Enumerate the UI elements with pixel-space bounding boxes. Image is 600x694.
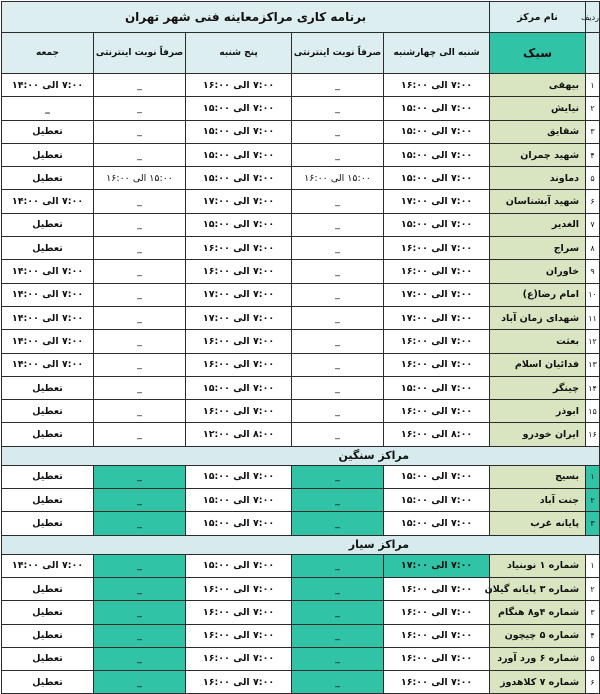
center-name: جنت آباد [490, 489, 586, 512]
row-index: ۱ [586, 554, 600, 577]
online-only-2: _ [94, 601, 186, 624]
hours-sat-wed: ۷:۰۰ الی ۱۵:۰۰ [384, 97, 490, 120]
table-row [2, 120, 600, 143]
online-only-1: _ [292, 601, 384, 624]
row-index: ۱۴ [586, 376, 600, 399]
hours-friday: ۷:۰۰ الی ۱۴:۰۰ [2, 306, 94, 329]
table-row [2, 601, 600, 624]
center-name: دماوند [490, 167, 586, 190]
online-only-1: _ [292, 190, 384, 213]
hours-thursday: ۷:۰۰ الی ۱۷:۰۰ [186, 283, 292, 306]
row-index: ۶ [586, 190, 600, 213]
center-name-label: نام مرکز [490, 2, 586, 33]
row-index: ۱۶ [586, 423, 600, 446]
online-only-1: _ [292, 97, 384, 120]
hours-friday: ۷:۰۰ الی ۱۴:۰۰ [2, 554, 94, 577]
center-name: بعثت [490, 330, 586, 353]
center-name: شماره ۷ کلاهدوز [490, 671, 586, 694]
online-only-2: _ [94, 97, 186, 120]
table-row [2, 423, 600, 446]
hours-friday: تعطیل [2, 376, 94, 399]
center-name: ابوذر [490, 400, 586, 423]
hours-thursday: ۷:۰۰ الی ۱۵:۰۰ [186, 554, 292, 577]
hours-sat-wed: ۷:۰۰ الی ۱۶:۰۰ [384, 400, 490, 423]
hours-thursday: ۷:۰۰ الی ۱۶:۰۰ [186, 330, 292, 353]
online-only-2: _ [94, 577, 186, 600]
row-index: ۲ [586, 577, 600, 600]
hours-sat-wed: ۷:۰۰ الی ۱۵:۰۰ [384, 489, 490, 512]
table-row [2, 330, 600, 353]
hours-thursday: ۷:۰۰ الی ۱۶:۰۰ [186, 647, 292, 670]
online-only-1: _ [292, 577, 384, 600]
hours-sat-wed: ۸:۰۰ الی ۱۶:۰۰ [384, 423, 490, 446]
section-mobile [2, 535, 600, 554]
table-row [2, 512, 600, 535]
table-row [2, 671, 600, 694]
online-only-2: _ [94, 353, 186, 376]
center-name: الغدیر [490, 213, 586, 236]
hours-thursday: ۷:۰۰ الی ۱۶:۰۰ [186, 74, 292, 97]
table-row [2, 283, 600, 306]
online-only-1: _ [292, 423, 384, 446]
hours-friday: تعطیل [2, 671, 94, 694]
table-row [2, 306, 600, 329]
center-name: امام رضا(ع) [490, 283, 586, 306]
hours-thursday: ۷:۰۰ الی ۱۵:۰۰ [186, 465, 292, 488]
hours-friday: ۷:۰۰ الی ۱۴:۰۰ [2, 74, 94, 97]
online-only-2: ۱۵:۰۰ الی ۱۶:۰۰ [94, 167, 186, 190]
hours-thursday: ۷:۰۰ الی ۱۶:۰۰ [186, 601, 292, 624]
online-only-2: _ [94, 143, 186, 166]
index-header-blank [586, 33, 600, 74]
row-index: ۳ [586, 512, 600, 535]
row-index: ۱۱ [586, 306, 600, 329]
row-index: ۱۲ [586, 330, 600, 353]
online-only-2: _ [94, 489, 186, 512]
table-row [2, 167, 600, 190]
hours-friday: _ [2, 97, 94, 120]
hours-thursday: ۷:۰۰ الی ۱۵:۰۰ [186, 120, 292, 143]
row-index: ۵ [586, 167, 600, 190]
online-only-2: _ [94, 330, 186, 353]
row-index: ۳ [586, 120, 600, 143]
row-index: ۱ [586, 74, 600, 97]
online-only-2: _ [94, 376, 186, 399]
hours-thursday: ۷:۰۰ الی ۱۶:۰۰ [186, 671, 292, 694]
hours-sat-wed: ۷:۰۰ الی ۱۵:۰۰ [384, 213, 490, 236]
online-only-2: _ [94, 283, 186, 306]
online-only-1: _ [292, 624, 384, 647]
online-only-1: _ [292, 213, 384, 236]
title-row [2, 2, 600, 33]
hours-sat-wed: ۷:۰۰ الی ۱۵:۰۰ [384, 143, 490, 166]
center-name: شهید چمران [490, 143, 586, 166]
table-row [2, 97, 600, 120]
row-index: ۳ [586, 601, 600, 624]
online-only-1: _ [292, 306, 384, 329]
hours-thursday: ۷:۰۰ الی ۱۶:۰۰ [186, 577, 292, 600]
online-only-2: _ [94, 465, 186, 488]
online-only-2: _ [94, 306, 186, 329]
hours-friday: تعطیل [2, 237, 94, 260]
table-row [2, 237, 600, 260]
hours-thursday: ۷:۰۰ الی ۱۵:۰۰ [186, 512, 292, 535]
hours-sat-wed: ۷:۰۰ الی ۱۶:۰۰ [384, 237, 490, 260]
hours-thursday: ۷:۰۰ الی ۱۵:۰۰ [186, 143, 292, 166]
online-only-1: _ [292, 260, 384, 283]
hours-friday: تعطیل [2, 465, 94, 488]
center-name: چینگر [490, 376, 586, 399]
table-row [2, 400, 600, 423]
online-only-2: _ [94, 554, 186, 577]
hours-sat-wed: ۷:۰۰ الی ۱۶:۰۰ [384, 601, 490, 624]
hours-friday: ۷:۰۰ الی ۱۴:۰۰ [2, 330, 94, 353]
table-row [2, 577, 600, 600]
row-index: ۵ [586, 647, 600, 670]
table-row [2, 376, 600, 399]
center-name: پایانه غرب [490, 512, 586, 535]
hours-friday: تعطیل [2, 647, 94, 670]
hours-thursday: ۷:۰۰ الی ۱۵:۰۰ [186, 167, 292, 190]
row-index: ۱۵ [586, 400, 600, 423]
row-index: ۱۰ [586, 283, 600, 306]
row-index: ۲ [586, 97, 600, 120]
table-row [2, 489, 600, 512]
hours-thursday: ۷:۰۰ الی ۱۷:۰۰ [186, 190, 292, 213]
column-header-row [2, 33, 600, 74]
hours-thursday: ۷:۰۰ الی ۱۵:۰۰ [186, 489, 292, 512]
online-only-1: _ [292, 647, 384, 670]
hours-sat-wed: ۷:۰۰ الی ۱۷:۰۰ [384, 554, 490, 577]
online-only-2: _ [94, 213, 186, 236]
hours-sat-wed: ۷:۰۰ الی ۱۵:۰۰ [384, 167, 490, 190]
index-column-label: ردیف [586, 2, 600, 33]
table-row [2, 190, 600, 213]
table-row [2, 143, 600, 166]
hours-friday: تعطیل [2, 400, 94, 423]
col-header-friday: جمعه [2, 33, 94, 74]
hours-sat-wed: ۷:۰۰ الی ۱۵:۰۰ [384, 465, 490, 488]
online-only-1: _ [292, 74, 384, 97]
group-light-label: سبک [490, 33, 586, 74]
online-only-1: _ [292, 671, 384, 694]
online-only-2: _ [94, 400, 186, 423]
page-title: برنامه کاری مراکزمعاینه فنی شهر تهران [2, 2, 490, 33]
hours-sat-wed: ۷:۰۰ الی ۱۶:۰۰ [384, 624, 490, 647]
table-row [2, 74, 600, 97]
hours-thursday: ۷:۰۰ الی ۱۶:۰۰ [186, 400, 292, 423]
hours-sat-wed: ۷:۰۰ الی ۱۶:۰۰ [384, 647, 490, 670]
center-name: شقایق [490, 120, 586, 143]
row-index: ۶ [586, 671, 600, 694]
hours-friday: تعطیل [2, 489, 94, 512]
row-index: ۴ [586, 143, 600, 166]
hours-friday: تعطیل [2, 213, 94, 236]
center-name: شماره ۴و۸ هنگام [490, 601, 586, 624]
hours-sat-wed: ۷:۰۰ الی ۱۷:۰۰ [384, 190, 490, 213]
online-only-2: _ [94, 512, 186, 535]
hours-sat-wed: ۷:۰۰ الی ۱۶:۰۰ [384, 353, 490, 376]
online-only-2: _ [94, 671, 186, 694]
online-only-1: _ [292, 237, 384, 260]
online-only-2: _ [94, 190, 186, 213]
hours-sat-wed: ۷:۰۰ الی ۱۶:۰۰ [384, 671, 490, 694]
col-header-sat-wed: شنبه الی چهارشنبه [384, 33, 490, 74]
center-name: بیهقی [490, 74, 586, 97]
table-row [2, 213, 600, 236]
online-only-2: _ [94, 260, 186, 283]
center-name: شماره ۵ چیچون [490, 624, 586, 647]
hours-friday: تعطیل [2, 120, 94, 143]
online-only-1: _ [292, 353, 384, 376]
col-header-online-1: صرفاً نوبت اینترنتی [292, 33, 384, 74]
hours-thursday: ۷:۰۰ الی ۱۶:۰۰ [186, 260, 292, 283]
hours-thursday: ۷:۰۰ الی ۱۶:۰۰ [186, 353, 292, 376]
hours-friday: تعطیل [2, 601, 94, 624]
col-header-thursday: پنج شنبه [186, 33, 292, 74]
row-index: ۱۳ [586, 353, 600, 376]
hours-friday: تعطیل [2, 577, 94, 600]
hours-sat-wed: ۷:۰۰ الی ۱۷:۰۰ [384, 283, 490, 306]
schedule-table [1, 1, 600, 694]
center-name: شماره ۳ پایانه گیلان [490, 577, 586, 600]
hours-sat-wed: ۷:۰۰ الی ۱۵:۰۰ [384, 376, 490, 399]
center-name: خاوران [490, 260, 586, 283]
hours-friday: ۷:۰۰ الی ۱۴:۰۰ [2, 190, 94, 213]
hours-thursday: ۷:۰۰ الی ۱۵:۰۰ [186, 97, 292, 120]
hours-thursday: ۷:۰۰ الی ۱۵:۰۰ [186, 376, 292, 399]
online-only-2: _ [94, 74, 186, 97]
online-only-2: _ [94, 647, 186, 670]
online-only-1: _ [292, 283, 384, 306]
online-only-1: _ [292, 120, 384, 143]
online-only-1: _ [292, 554, 384, 577]
online-only-1: _ [292, 143, 384, 166]
row-index: ۷ [586, 213, 600, 236]
hours-friday: تعطیل [2, 167, 94, 190]
hours-sat-wed: ۷:۰۰ الی ۱۶:۰۰ [384, 260, 490, 283]
hours-thursday: ۸:۰۰ الی ۱۲:۰۰ [186, 423, 292, 446]
hours-sat-wed: ۷:۰۰ الی ۱۶:۰۰ [384, 74, 490, 97]
online-only-2: _ [94, 120, 186, 143]
row-index: ۱ [586, 465, 600, 488]
online-only-1: _ [292, 465, 384, 488]
section-mobile-label: مراکز سیار [2, 535, 600, 554]
row-index: ۲ [586, 489, 600, 512]
hours-sat-wed: ۷:۰۰ الی ۱۶:۰۰ [384, 577, 490, 600]
table-row [2, 260, 600, 283]
online-only-1: _ [292, 330, 384, 353]
hours-friday: ۷:۰۰ الی ۱۴:۰۰ [2, 260, 94, 283]
center-name: بسیج [490, 465, 586, 488]
section-heavy [2, 446, 600, 465]
col-header-online-2: صرفاً نوبت اینترنتی [94, 33, 186, 74]
schedule-document [1, 1, 599, 688]
online-only-2: _ [94, 237, 186, 260]
hours-thursday: ۷:۰۰ الی ۱۶:۰۰ [186, 624, 292, 647]
center-name: نیایش [490, 97, 586, 120]
hours-thursday: ۷:۰۰ الی ۱۵:۰۰ [186, 213, 292, 236]
online-only-1: _ [292, 489, 384, 512]
online-only-2: _ [94, 624, 186, 647]
row-index: ۸ [586, 237, 600, 260]
hours-thursday: ۷:۰۰ الی ۱۷:۰۰ [186, 306, 292, 329]
center-name: شماره ۱ نوبنیاد [490, 554, 586, 577]
hours-sat-wed: ۷:۰۰ الی ۱۷:۰۰ [384, 306, 490, 329]
hours-sat-wed: ۷:۰۰ الی ۱۵:۰۰ [384, 512, 490, 535]
table-row [2, 624, 600, 647]
online-only-2: _ [94, 423, 186, 446]
row-index: ۹ [586, 260, 600, 283]
table-row [2, 465, 600, 488]
online-only-1: ۱۵:۰۰ الی ۱۶:۰۰ [292, 167, 384, 190]
hours-sat-wed: ۷:۰۰ الی ۱۵:۰۰ [384, 120, 490, 143]
hours-friday: ۷:۰۰ الی ۱۴:۰۰ [2, 353, 94, 376]
online-only-1: _ [292, 376, 384, 399]
hours-friday: تعطیل [2, 143, 94, 166]
hours-friday: تعطیل [2, 624, 94, 647]
hours-friday: ۷:۰۰ الی ۱۴:۰۰ [2, 283, 94, 306]
center-name: سراج [490, 237, 586, 260]
hours-thursday: ۷:۰۰ الی ۱۶:۰۰ [186, 237, 292, 260]
hours-friday: تعطیل [2, 423, 94, 446]
hours-friday: تعطیل [2, 512, 94, 535]
center-name: ایران خودرو [490, 423, 586, 446]
table-row [2, 554, 600, 577]
center-name: شهدای زمان آباد [490, 306, 586, 329]
row-index: ۴ [586, 624, 600, 647]
online-only-1: _ [292, 512, 384, 535]
hours-sat-wed: ۷:۰۰ الی ۱۶:۰۰ [384, 330, 490, 353]
center-name: شهید آبشناسان [490, 190, 586, 213]
section-heavy-label: مراکز سنگین [2, 446, 600, 465]
table-row [2, 647, 600, 670]
center-name: فدائیان اسلام [490, 353, 586, 376]
table-row [2, 353, 600, 376]
center-name: شماره ۶ ورد آورد [490, 647, 586, 670]
online-only-1: _ [292, 400, 384, 423]
